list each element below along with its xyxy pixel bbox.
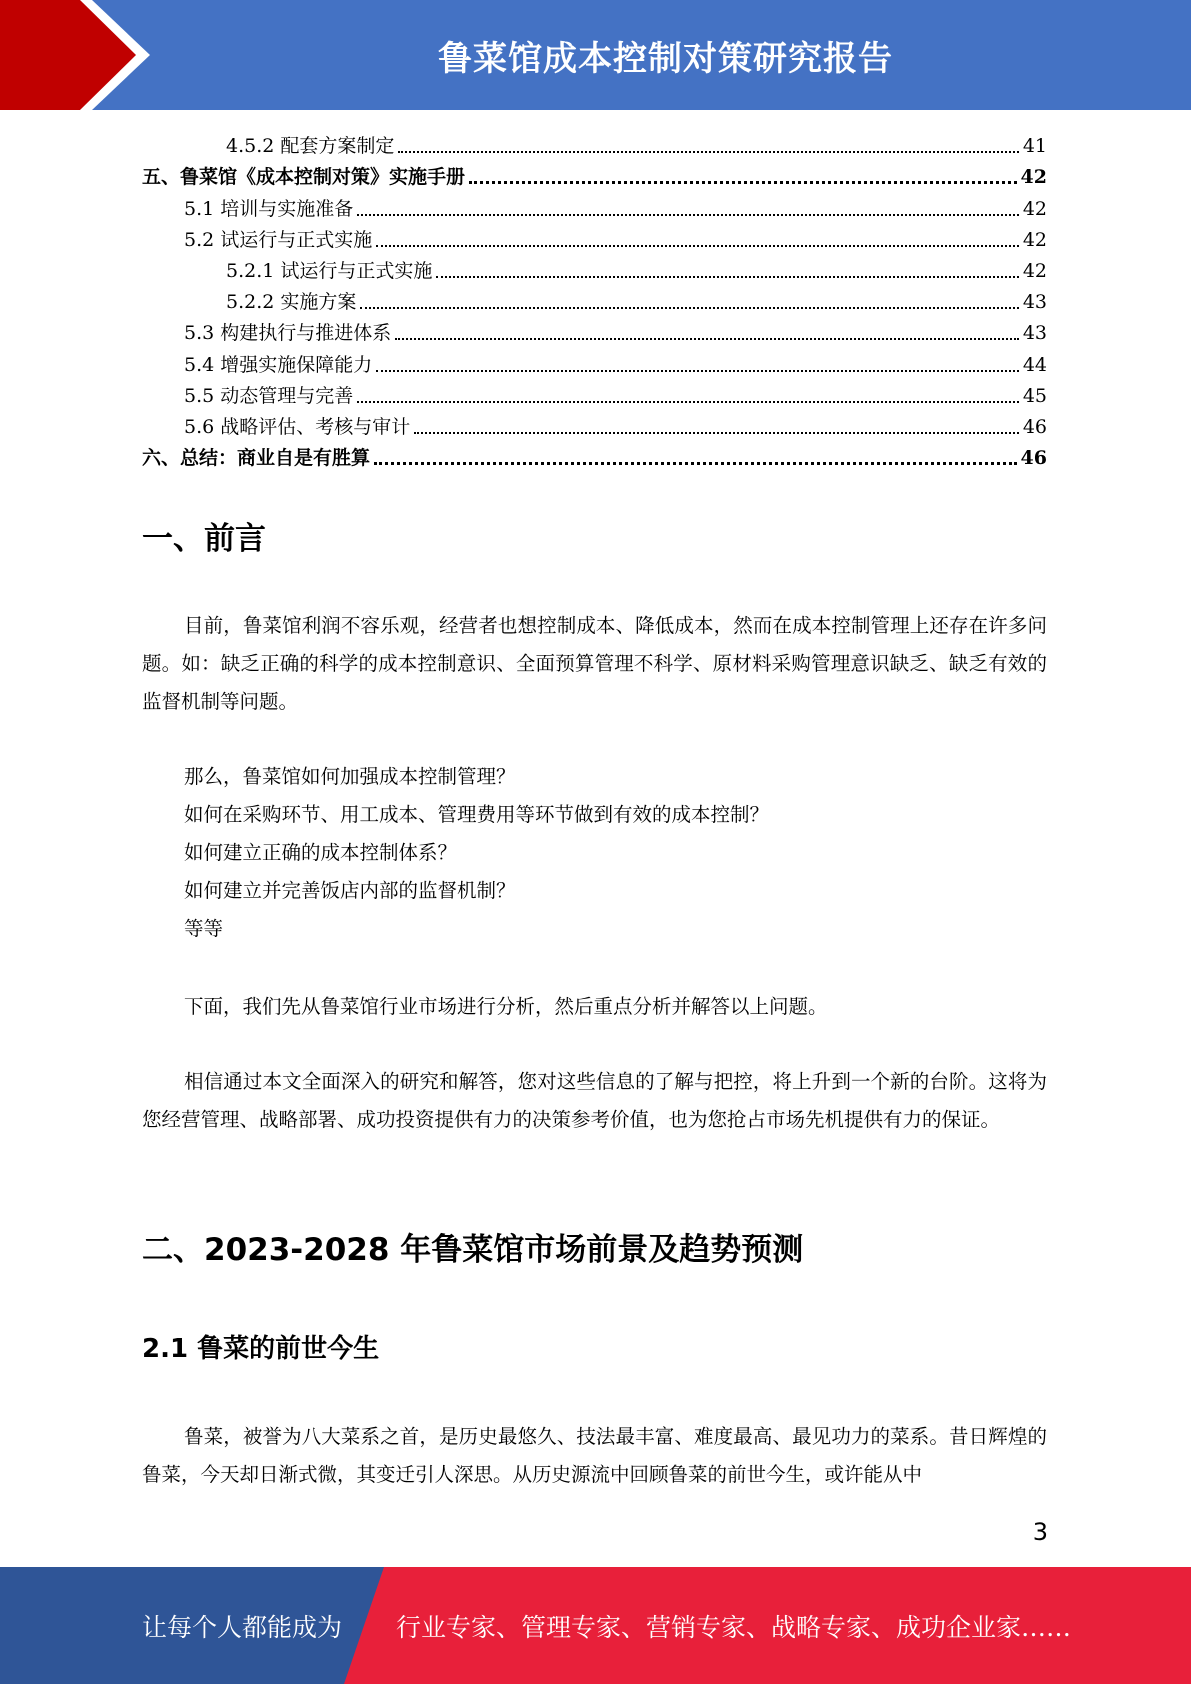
toc-entry-page: 42 bbox=[1022, 228, 1047, 251]
toc-entry-page: 42 bbox=[1022, 197, 1047, 220]
toc-entry-title: 5.2 试运行与正式实施 bbox=[184, 228, 373, 251]
preface-paragraph-2: 下面，我们先从鲁菜馆行业市场进行分析，然后重点分析并解答以上问题。 bbox=[184, 995, 828, 1018]
section-heading-preface: 一、前言 bbox=[142, 521, 266, 557]
toc-entry-page: 42 bbox=[1022, 259, 1047, 282]
toc-entry-page: 41 bbox=[1022, 135, 1047, 158]
toc-leader-dots bbox=[414, 432, 1019, 434]
toc-entry-title: 5.2.1 试运行与正式实施 bbox=[226, 259, 433, 282]
toc-entry-title: 5.3 构建执行与推进体系 bbox=[184, 322, 392, 345]
toc-leader-dots bbox=[395, 338, 1019, 340]
question-item: 等等 bbox=[184, 917, 224, 940]
toc-leader-dots bbox=[357, 401, 1019, 403]
toc-entry[interactable] bbox=[142, 190, 1047, 221]
toc-entry[interactable] bbox=[142, 315, 1047, 346]
question-item: 如何在采购环节、用工成本、管理费用等环节做到有效的成本控制？ bbox=[184, 803, 770, 826]
toc-leader-dots bbox=[398, 151, 1018, 153]
toc-leader-dots bbox=[360, 307, 1018, 309]
toc-leader-dots bbox=[374, 462, 1017, 465]
toc-entry-title: 4.5.2 配套方案制定 bbox=[226, 135, 395, 158]
toc-entry[interactable] bbox=[142, 222, 1047, 253]
toc-entry-title: 5.2.2 实施方案 bbox=[226, 291, 357, 314]
toc-entry-page: 43 bbox=[1022, 322, 1047, 345]
question-list bbox=[184, 758, 769, 948]
toc-entry-page: 46 bbox=[1020, 447, 1047, 470]
toc-leader-dots bbox=[357, 214, 1019, 216]
question-item: 如何建立并完善饭店内部的监督机制？ bbox=[184, 879, 516, 902]
page-number: 3 bbox=[1032, 1518, 1048, 1546]
toc-entry[interactable] bbox=[142, 128, 1047, 159]
toc-entry-page: 46 bbox=[1022, 415, 1047, 438]
footer-slogan-right: 行业专家、管理专家、营销专家、战略专家、成功企业家…… bbox=[396, 1612, 1072, 1642]
report-title: 鲁菜馆成本控制对策研究报告 bbox=[438, 38, 893, 79]
toc-entry[interactable] bbox=[142, 378, 1047, 409]
footer-slogan-left: 让每个人都能成为 bbox=[142, 1612, 343, 1642]
toc-entry[interactable] bbox=[142, 253, 1047, 284]
toc-leader-dots bbox=[436, 276, 1018, 278]
preface-paragraph-1: 目前，鲁菜馆利润不容乐观，经营者也想控制成本、降低成本，然而在成本控制管理上还存在许多问题。如：缺乏正确的科学的成本控制意识、全面预算管理不科学、原材料采购管理意识缺乏、缺乏有效的监督机制等问题。 bbox=[142, 614, 1047, 713]
toc-entry-title: 五、鲁菜馆《成本控制对策》实施手册 bbox=[142, 166, 466, 189]
toc-entry-page: 44 bbox=[1022, 353, 1047, 376]
toc-entry-page: 45 bbox=[1022, 384, 1047, 407]
toc-entry[interactable] bbox=[142, 409, 1047, 440]
toc-leader-dots bbox=[376, 245, 1019, 247]
toc-entry-page: 42 bbox=[1020, 166, 1047, 189]
toc-entry[interactable] bbox=[142, 440, 1047, 471]
toc-entry-title: 5.4 增强实施保障能力 bbox=[184, 353, 373, 376]
toc-entry-page: 43 bbox=[1022, 291, 1047, 314]
toc-entry[interactable] bbox=[142, 346, 1047, 377]
toc-entry-title: 5.6 战略评估、考核与审计 bbox=[184, 415, 411, 438]
history-paragraph-1: 鲁菜，被誉为八大菜系之首，是历史最悠久、技法最丰富、难度最高、最见功力的菜系。昔日辉煌的鲁菜，今天却日渐式微，其变迁引人深思。从历史源流中回顾鲁菜的前世今生，或许能从中 bbox=[142, 1425, 1047, 1486]
toc-entry[interactable] bbox=[142, 284, 1047, 315]
subsection-heading-history: 2.1 鲁菜的前世今生 bbox=[142, 1334, 380, 1364]
preface-paragraph-3: 相信通过本文全面深入的研究和解答，您对这些信息的了解与把控，将上升到一个新的台阶。这将为您经营管理、战略部署、成功投资提供有力的决策参考价值，也为您抢占市场先机提供有力的保证。 bbox=[142, 1070, 1047, 1131]
toc-entry[interactable] bbox=[142, 159, 1047, 190]
question-item: 如何建立正确的成本控制体系？ bbox=[184, 841, 458, 864]
toc-entry-title: 5.1 培训与实施准备 bbox=[184, 197, 354, 220]
toc-entry-title: 5.5 动态管理与完善 bbox=[184, 384, 354, 407]
toc-leader-dots bbox=[469, 181, 1017, 184]
page-footer bbox=[0, 1567, 1191, 1684]
section-heading-market-outlook: 二、2023-2028 年鲁菜馆市场前景及趋势预测 bbox=[142, 1232, 804, 1268]
page-header bbox=[0, 0, 1191, 110]
table-of-contents bbox=[142, 128, 1047, 471]
toc-leader-dots bbox=[376, 370, 1019, 372]
toc-entry-title: 六、总结：商业自是有胜算 bbox=[142, 447, 371, 470]
question-item: 那么，鲁菜馆如何加强成本控制管理？ bbox=[184, 765, 516, 788]
